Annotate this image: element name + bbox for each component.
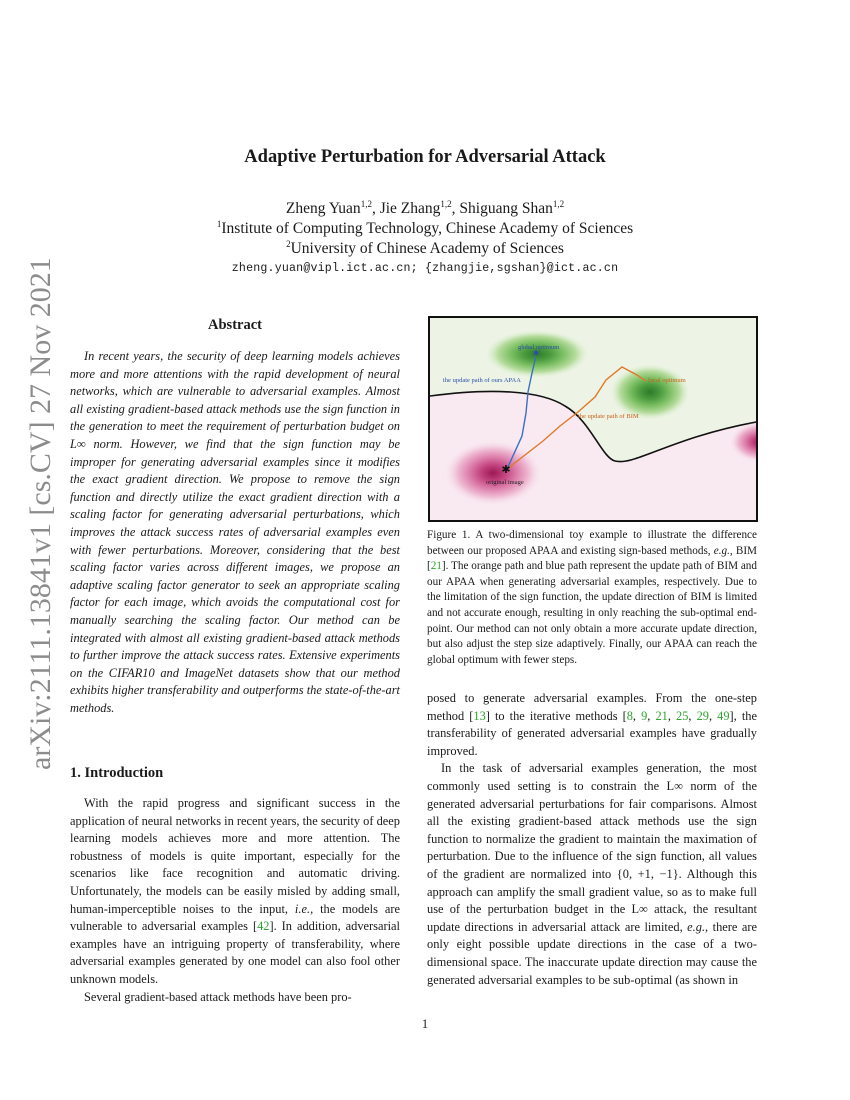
paragraph: With the rapid progress and significant success in the application of neural networks in recent years, the security of deep learning models achieves more and more attention. The robustness of models is quite important, especially for the scenarios like face recognition and automatic driving. Unfortunately, the models can be easily misled by adding small, human-imperceptible noises to the input, i.e., the models are vulnerable to adversarial examples [42]. In addition, adversarial examples have an intriguing property of transferability, where adversarial examples generated by one model can also fool other unknown models. (70, 796, 400, 986)
paragraph: Several gradient-based attack methods have been pro- (84, 989, 352, 1004)
citation-link[interactable]: 21 (430, 560, 442, 573)
citation-link[interactable]: 9 (641, 708, 648, 723)
citation-link[interactable]: 8 (626, 708, 633, 723)
author-name: Shiguang Shan (459, 200, 553, 217)
page-number: 1 (421, 1017, 429, 1031)
paragraph: posed to generate adversarial examples. From the one-step method [13] to the iterative methods [8, 9, 21, 25, 29, 49], the transferability of generated adversarial examples have gradually improved. (427, 691, 757, 758)
author-name: Zheng Yuan (285, 200, 361, 217)
figure-1-caption: Figure 1. A two-dimensional toy example to illustrate the difference between our proposed APAA and existing sign-based methods, e.g., BIM [21]. The orange path and blue path represent the update path of BIM and our APAA when generating adversarial examples, respectively. Due to the limitation of the sign function, the update direction of BIM is limited and not accurate enough, resulting in only reaching the sub-optimal end-point. Our method can not only obtain a more accurate update direction, but also adjust the step size adaptively. Finally, our APAA can reach the global optimum with fewer steps. (427, 529, 757, 666)
section-heading-introduction: 1. Introduction (70, 765, 164, 781)
start-marker-icon: ✱ (501, 464, 511, 476)
affiliation-1 (0, 220, 850, 238)
paper-title: Adaptive Perturbation for Adversarial Attack (244, 147, 606, 167)
affil-sup: 2 (286, 239, 291, 249)
figure-1-plot (430, 318, 756, 520)
label-global-optimum: global optimum (518, 344, 560, 351)
label-local-optimum: local optimum (648, 377, 686, 384)
label-apaa-path: the update path of ours APAA (443, 377, 521, 384)
affil-text: Institute of Computing Technology, Chinese Academy of Sciences (221, 220, 634, 237)
citation-link[interactable]: 25 (676, 708, 689, 723)
author-affil-sup: 1,2 (360, 199, 372, 209)
affiliation-2 (0, 240, 850, 258)
author-affil-sup: 1,2 (440, 199, 452, 209)
citation-link[interactable]: 29 (696, 708, 709, 723)
affil-text: University of Chinese Academy of Sciences (290, 240, 564, 257)
abstract-body: In recent years, the security of deep learning models achieves more and more attentions with the rapid development of neural networks, which are vulnerable to adversarial examples. Almost all existing gradient-based attack methods use the sign function in the generation to meet the requirement of perturbation budget on L∞ norm. However, we find that the sign function may be improper for generating adversarial examples since it modifies the exact gradient direction. We propose to remove the sign function and directly utilize the exact gradient direction with a scaling factor for generating adversarial perturbations, which improves the attack success rates of adversarial examples even with fewer perturbations. Moreover, considering that the best scaling factor varies across different images, we propose an adaptive scaling factor generator to seek an appropriate scaling factor for each image, which avoids the computational cost for manually searching the scaling factor. Our method can be integrated with almost all existing gradient-based attack methods to further improve the attack success rates. Extensive experiments on the CIFAR10 and ImageNet datasets show that our method exhibits higher transferability and outperforms the state-of-the-art methods. (70, 349, 400, 715)
arxiv-identifier: arXiv:2111.13841v1 [cs.CV] 27 Nov 2021 (24, 257, 57, 770)
citation-link[interactable]: 13 (473, 708, 486, 723)
local-optimum-contour (610, 364, 690, 420)
author-name: Jie Zhang (379, 200, 441, 217)
original-image-contour (445, 441, 541, 505)
introduction-body-continued (427, 690, 757, 989)
label-original-image: original image (486, 479, 524, 486)
global-optimum-star-icon: ★ (531, 348, 541, 359)
abstract-heading: Abstract (208, 317, 262, 333)
figure-1-toy-example (428, 316, 758, 522)
introduction-body (70, 795, 400, 1006)
author-list: Zheng Yuan$^{1,2}$, Jie Zhang$^{1,2}$, Shiguang Shan$^{1,2}$ (285, 199, 565, 217)
citation-link[interactable]: 21 (655, 708, 668, 723)
paragraph: In the task of adversarial examples generation, the most commonly used setting is to constrain the L∞ norm of the generated adversarial perturbations for fair comparisons. Almost all the existing gradient-based attack methods use the sign function to normalize the gradient to maintain the maximation of perturbation. Due to the influence of the sign function, all values of the gradient are normalized into {0, +1, −1}. Although this approach can amplify the small gradient value, so as to make full use of the perturbation budget in the L∞ attack, the resultant update directions in adversarial attack are limited, e.g., there are only eight possible update directions in the case of a two-dimensional space. The inaccurate update direction may cause the generated adversarial examples to be sub-optimal (as shown in (427, 761, 757, 987)
affil-sup: 1 (216, 219, 222, 229)
citation-link[interactable]: 49 (717, 708, 730, 723)
author-emails: zheng.yuan@vipl.ict.ac.cn; {zhangjie,sgshan}@ict.ac.cn (231, 262, 619, 275)
author-affil-sup: 1,2 (552, 199, 565, 209)
label-bim-path: the update path of BIM (578, 413, 639, 420)
citation-link[interactable]: 42 (257, 919, 270, 934)
